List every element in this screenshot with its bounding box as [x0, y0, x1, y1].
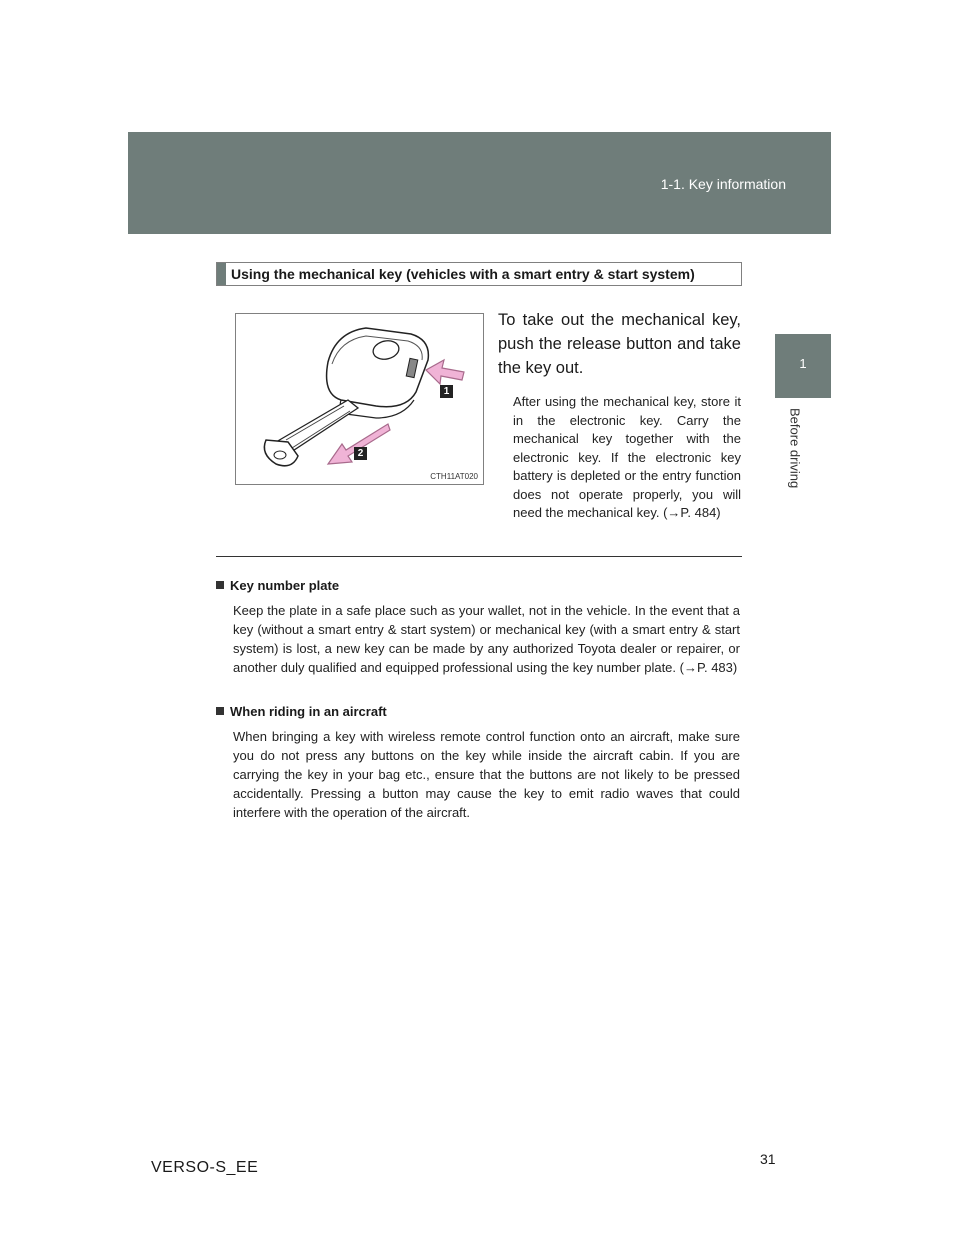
callout-2: 2 [354, 447, 367, 460]
bullet-square-icon [216, 707, 224, 715]
page-number: 31 [760, 1151, 776, 1167]
callout-1: 1 [440, 385, 453, 398]
key-illustration [235, 313, 484, 485]
heading-accent-bar [217, 263, 226, 285]
divider [216, 556, 742, 557]
chapter-label [782, 408, 808, 498]
note-body-key-number-plate: Keep the plate in a safe place such as your wallet, not in the vehicle. In the event that a key (without a smart entry & start system) or mechanical key (with a smart entry & start system) is lost, a new key can be made by any authorized Toyota dealer or repairer, or another duly qualified and equipped professional using the key number plate. (→P. 483) [233, 603, 740, 675]
note-title-aircraft [216, 704, 387, 719]
section-heading [216, 262, 742, 286]
key-drawing [236, 314, 485, 486]
figure-code: CTH11AT020 [430, 472, 478, 481]
model-code: VERSO-S_EE [151, 1159, 259, 1176]
section-title: 1-1. Key information [660, 176, 786, 192]
bullet-square-icon [216, 581, 224, 589]
lead-instruction: To take out the mechanical key, push the release button and take the key out. [498, 311, 741, 377]
chapter-number: 1 [799, 356, 807, 371]
push-arrow-icon [426, 360, 464, 384]
instruction-detail: After using the mechanical key, store it in the electronic key. Carry the mechanical key together with the electronic key. If the electronic key battery is depleted or the entry function does not operate properly, you will need the mechanical key. (→P. 484) [513, 394, 741, 520]
note-title-text: When riding in an aircraft [230, 704, 387, 719]
note-body-aircraft: When bringing a key with wireless remote control function onto an aircraft, make sure you do not press any buttons on the key while inside the aircraft cabin. If you are carrying the key in your bag etc., ensure that the buttons are not likely to be pressed accidentally. Pressing a button may cause the key to emit radio waves that could interfere with the operation of the aircraft. [233, 729, 740, 820]
section-heading-text: Using the mechanical key (vehicles with a smart entry & start system) [231, 266, 695, 282]
note-title-key-number-plate [216, 578, 339, 593]
header-band [128, 132, 831, 234]
chapter-tab [775, 334, 831, 398]
note-title-text: Key number plate [230, 578, 340, 593]
chapter-label-text: Before driving [787, 408, 803, 489]
